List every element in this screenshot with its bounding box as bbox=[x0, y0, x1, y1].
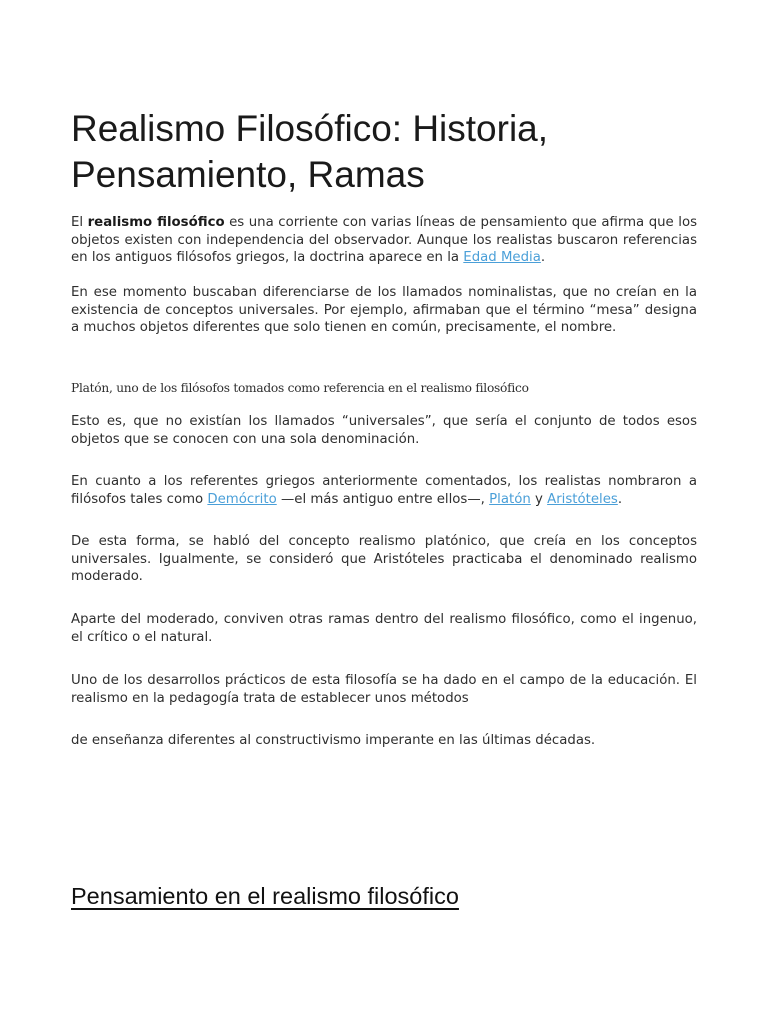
image-caption: Platón, uno de los filósofos tomados como referencia en el realismo filosófico bbox=[71, 381, 529, 395]
paragraph-ensenanza: de enseñanza diferentes al constructivismo imperante en las últimas décadas. bbox=[71, 733, 596, 748]
intro-lead: El bbox=[71, 215, 88, 230]
referentes-text: En cuanto a los referentes griegos anteriormente comentados, los realistas nombraron a filósofos tales como bbox=[71, 474, 697, 507]
intro-bold-term: realismo filosófico bbox=[87, 215, 225, 230]
paragraph-universales: Esto es, que no existían los llamados “universales”, que sería el conjunto de todos esos objetos que se conocen con una sola denominación. bbox=[71, 414, 697, 447]
referentes-mid2: y bbox=[530, 491, 548, 507]
paragraph-educacion: Uno de los desarrollos prácticos de esta filosofía se ha dado en el campo de la educación. El realismo en la pedagogía trata de establecer unos métodos bbox=[71, 673, 697, 706]
link-edad-media[interactable]: Edad Media bbox=[463, 250, 541, 265]
referentes-end: . bbox=[617, 491, 623, 507]
referentes-mid1: —el más antiguo entre ellos—, bbox=[276, 491, 490, 507]
intro-end: . bbox=[540, 250, 546, 265]
paragraph-referentes bbox=[71, 473, 697, 508]
intro-text: es una corriente con varias líneas de pensamiento que afirma que los objetos existen con independencia del observador. Aunque los realistas buscaron referencias en los antiguos filósofos griegos, la doctrina aparece en la bbox=[71, 215, 698, 265]
link-democrito[interactable]: Demócrito bbox=[207, 491, 277, 507]
section-heading: Pensamiento en el realismo filosófico bbox=[71, 883, 459, 909]
paragraph-nominalistas: En ese momento buscaban diferenciarse de los llamados nominalistas, que no creían en la existencia de conceptos universales. Por ejemplo, afirmaban que el término “mesa” designa a muchos objetos diferentes que solo tienen en común, precisamente, el nombre. bbox=[71, 285, 697, 335]
link-platon[interactable]: Platón bbox=[489, 491, 531, 507]
paragraph-ramas: Aparte del moderado, conviven otras ramas dentro del realismo filosófico, como el ingenuo, el crítico o el natural. bbox=[71, 612, 697, 645]
paragraph-intro bbox=[71, 214, 697, 267]
page-title: Realismo Filosófico: Historia, Pensamiento, Ramas bbox=[71, 108, 549, 195]
paragraph-realismo-platonico: De esta forma, se habló del concepto realismo platónico, que creía en los conceptos universales. Igualmente, se consideró que Aristóteles practicaba el denominado realismo moderado. bbox=[71, 534, 697, 584]
link-aristoteles[interactable]: Aristóteles bbox=[547, 491, 618, 507]
